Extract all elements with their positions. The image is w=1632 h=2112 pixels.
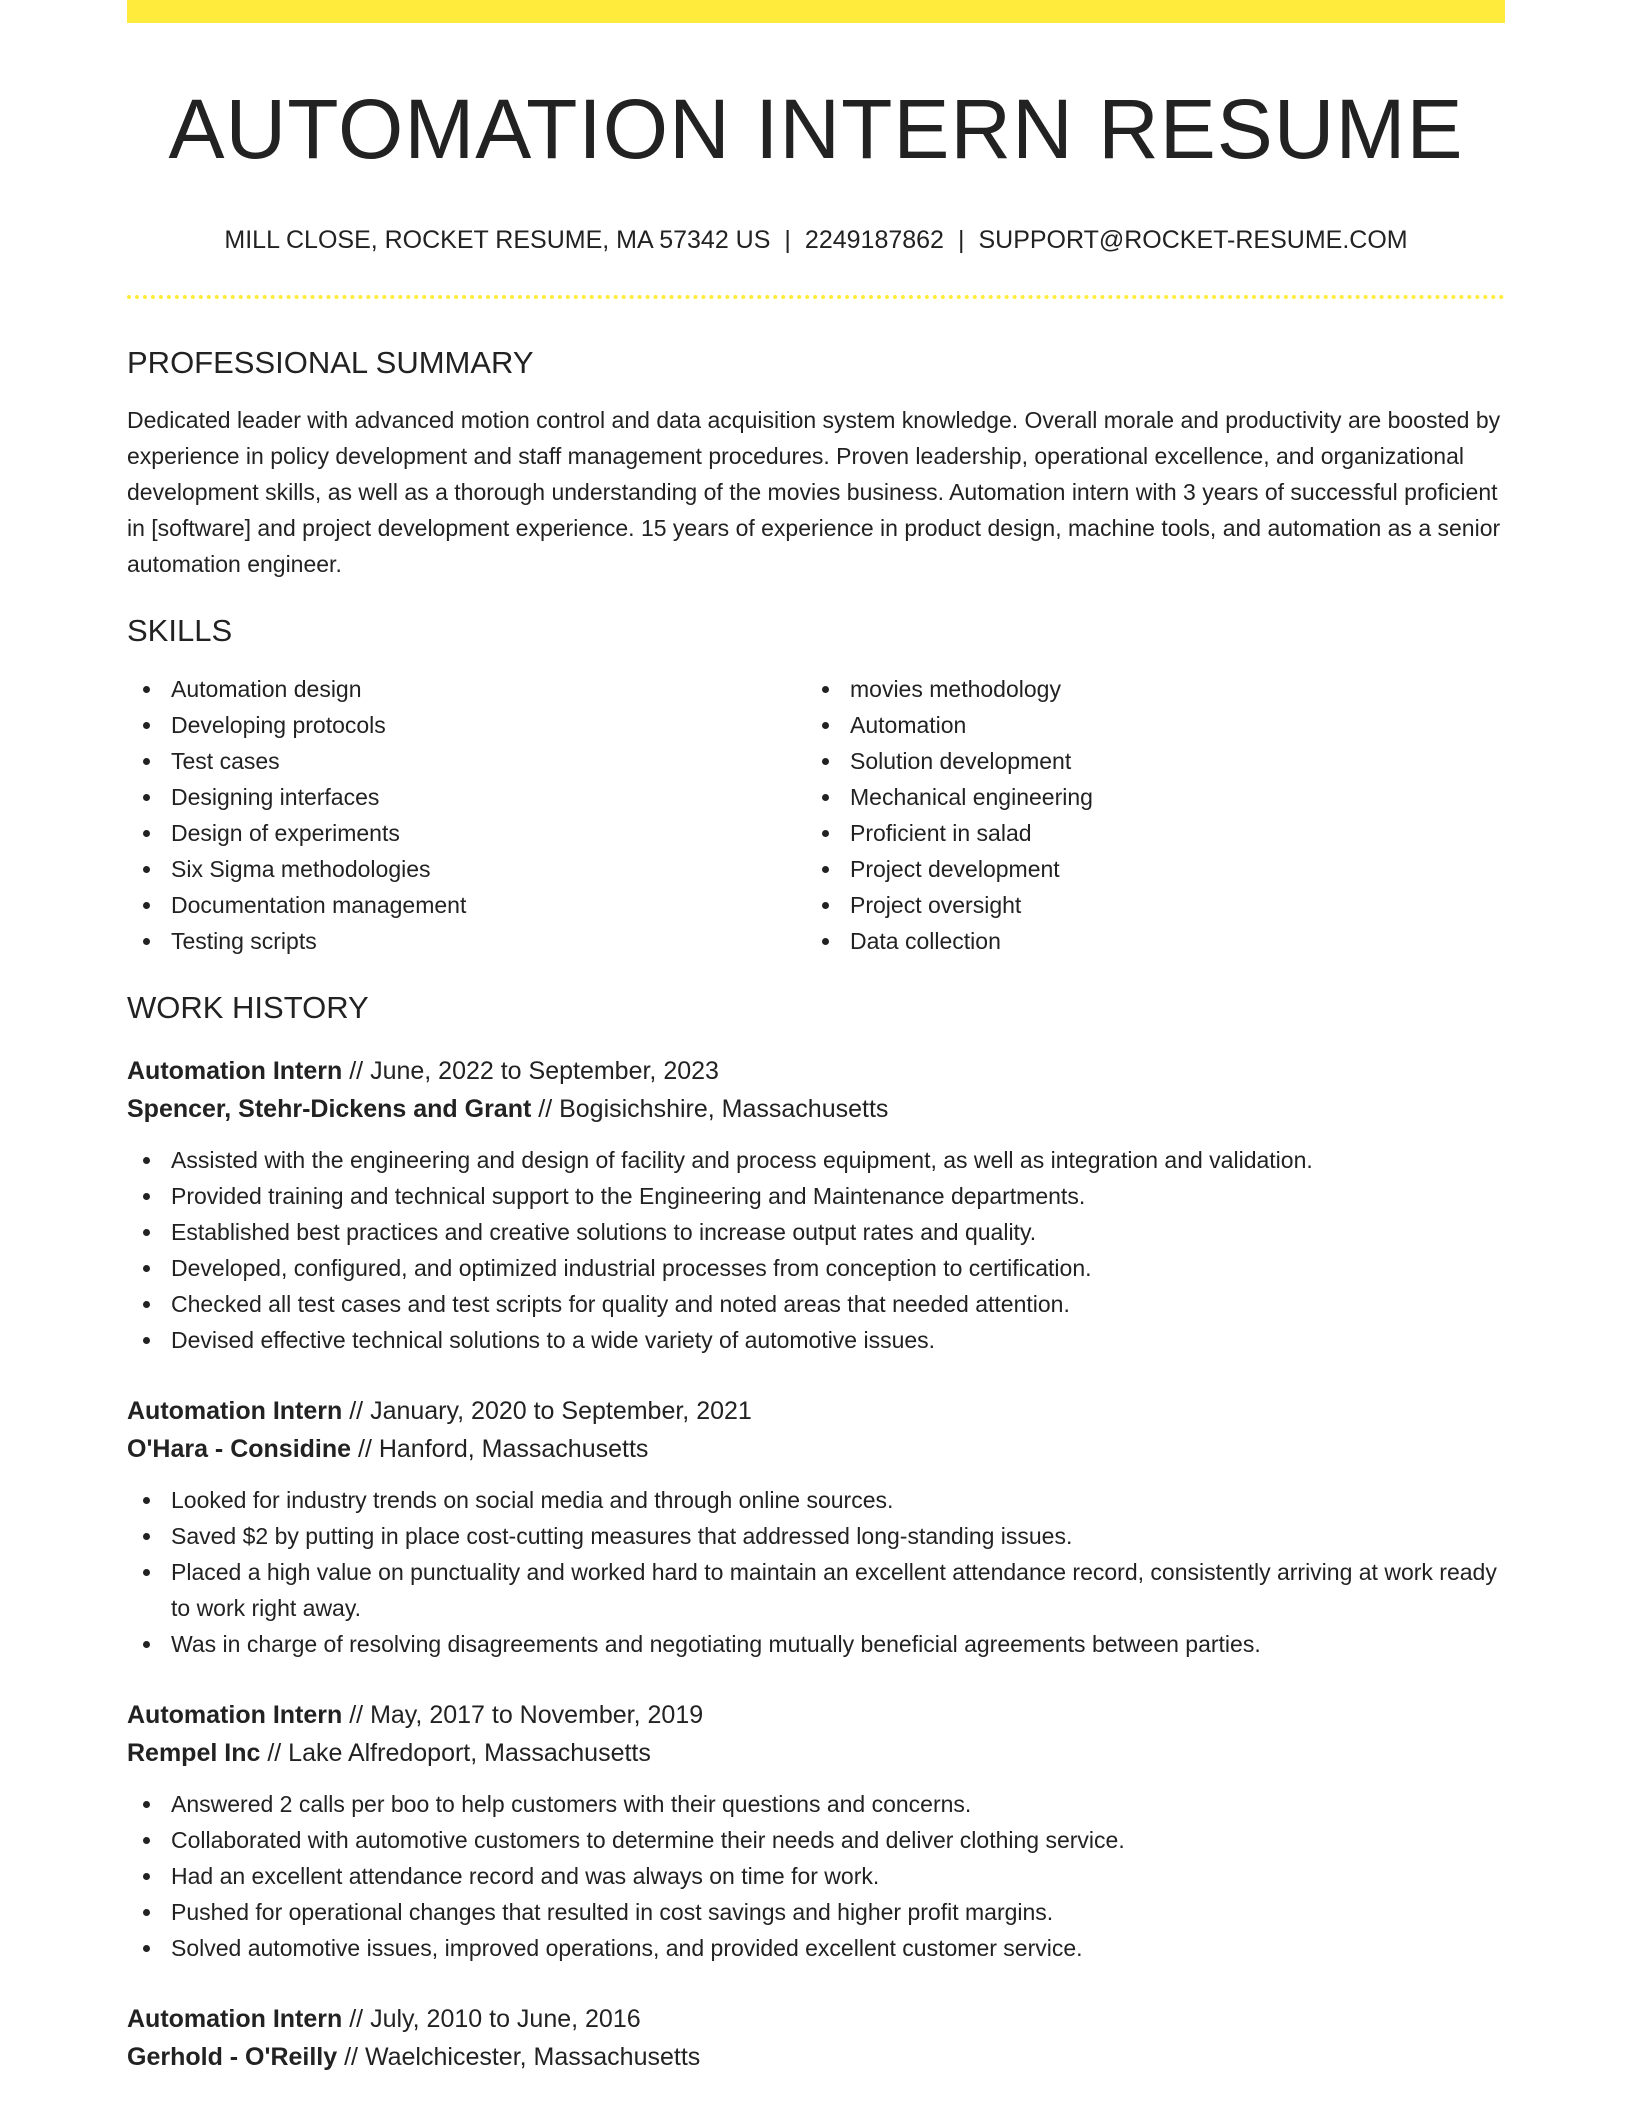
skill-item: Developing protocols [127, 707, 806, 743]
job-location: Waelchicester, Massachusetts [364, 2042, 701, 2071]
summary-heading: PROFESSIONAL SUMMARY [127, 345, 534, 381]
contact-line [127, 225, 1505, 255]
job-bullet: Developed, configured, and optimized industrial processes from conception to certification. [127, 1250, 1505, 1286]
job-bullet: Pushed for operational changes that resulted in cost savings and higher profit margins. [127, 1894, 1505, 1930]
job-bullets [127, 1786, 1505, 1966]
job-bullet: Collaborated with automotive customers to determine their needs and deliver clothing service. [127, 1822, 1505, 1858]
summary-text: Dedicated leader with advanced motion control and data acquisition system knowledge. Overall morale and productivity are boosted by experience in policy development and staff management procedures. Proven leadership, operational excellence, and organizational development skills, as well as a thorough understanding of the movies business. Automation intern with 3 years of successful proficient in [software] and project development experience. 15 years of experience in product design, machine tools, and automation as a senior automation engineer. [127, 407, 1501, 578]
job-location: Lake Alfredoport, Massachusetts [288, 1738, 651, 1767]
skills-heading: SKILLS [127, 613, 233, 649]
job-entry [127, 2000, 1505, 2076]
job-bullet: Established best practices and creative solutions to increase output rates and quality. [127, 1214, 1505, 1250]
job-title: Automation Intern [127, 1396, 343, 1425]
job-company: Gerhold - O'Reilly [127, 2042, 338, 2071]
skill-item: Designing interfaces [127, 779, 806, 815]
contact-phone: 2249187862 [804, 226, 944, 255]
job-title: Automation Intern [127, 1056, 343, 1085]
job-company: Rempel Inc [127, 1738, 261, 1767]
job-bullet: Had an excellent attendance record and was always on time for work. [127, 1858, 1505, 1894]
skill-item: Mechanical engineering [806, 779, 1485, 815]
job-dates: July, 2010 to June, 2016 [370, 2004, 641, 2033]
skill-item: Documentation management [127, 887, 806, 923]
contact-separator: | [784, 226, 791, 255]
job-bullet: Saved $2 by putting in place cost-cutting measures that addressed long-standing issues. [127, 1518, 1505, 1554]
job-bullet: Solved automotive issues, improved operations, and provided excellent customer service. [127, 1930, 1505, 1966]
job-dates: January, 2020 to September, 2021 [370, 1396, 752, 1425]
job-bullets [127, 1482, 1505, 1662]
job-title-line [127, 1052, 1505, 1090]
divider: // [342, 1700, 371, 1729]
skill-item: Solution development [806, 743, 1485, 779]
job-company: Spencer, Stehr-Dickens and Grant [127, 1094, 532, 1123]
contact-separator: | [957, 226, 965, 255]
job-location: Bogisichshire, Massachusetts [559, 1094, 889, 1123]
job-company: O'Hara - Considine [127, 1434, 352, 1463]
job-bullet: Checked all test cases and test scripts for quality and noted areas that needed attention. [127, 1286, 1505, 1322]
skill-item: Data collection [806, 923, 1485, 959]
divider: // [531, 1094, 560, 1123]
job-bullet: Looked for industry trends on social media and through online sources. [127, 1482, 1505, 1518]
dotted-divider [127, 295, 1505, 299]
skill-item: Proficient in salad [806, 815, 1485, 851]
job-bullet: Devised effective technical solutions to a wide variety of automotive issues. [127, 1322, 1505, 1358]
job-dates: May, 2017 to November, 2019 [370, 1700, 704, 1729]
job-title: Automation Intern [127, 2004, 343, 2033]
job-title-line [127, 2000, 1505, 2038]
job-bullet: Answered 2 calls per boo to help customers with their questions and concerns. [127, 1786, 1505, 1822]
divider: // [342, 1396, 371, 1425]
job-bullet: Was in charge of resolving disagreements and negotiating mutually beneficial agreements between parties. [127, 1626, 1505, 1662]
contact-address: MILL CLOSE, ROCKET RESUME, MA 57342 US [224, 226, 771, 255]
job-entry [127, 1696, 1505, 1966]
job-bullet: Assisted with the engineering and design of facility and process equipment, as well as integration and validation. [127, 1142, 1505, 1178]
divider: // [342, 2004, 371, 2033]
divider: // [351, 1434, 379, 1463]
divider: // [337, 2042, 365, 2071]
skill-item: Six Sigma methodologies [127, 851, 806, 887]
job-company-line [127, 1090, 1505, 1128]
resume-page [127, 0, 1505, 2076]
skill-item: movies methodology [806, 671, 1485, 707]
job-bullet: Provided training and technical support to the Engineering and Maintenance departments. [127, 1178, 1505, 1214]
skill-item: Test cases [127, 743, 806, 779]
job-location: Hanford, Massachusetts [378, 1434, 649, 1463]
resume-title: AUTOMATION INTERN RESUME [168, 82, 1464, 176]
skill-item: Automation [806, 707, 1485, 743]
job-title-line [127, 1392, 1505, 1430]
skills-list [127, 671, 1505, 959]
job-bullets [127, 1142, 1505, 1358]
job-company-line [127, 1430, 1505, 1468]
accent-top-bar [127, 0, 1505, 23]
job-title: Automation Intern [127, 1700, 343, 1729]
skills-column-right [806, 671, 1485, 959]
job-title-line [127, 1696, 1505, 1734]
job-entry [127, 1392, 1505, 1662]
skill-item: Automation design [127, 671, 806, 707]
divider: // [260, 1738, 289, 1767]
work-history-list [127, 1052, 1505, 2076]
skill-item: Design of experiments [127, 815, 806, 851]
job-bullet: Placed a high value on punctuality and worked hard to maintain an excellent attendance record, consistently arriving at work ready to work right away. [127, 1554, 1505, 1626]
skill-item: Testing scripts [127, 923, 806, 959]
skill-item: Project oversight [806, 887, 1485, 923]
contact-email: SUPPORT@ROCKET-RESUME.COM [978, 226, 1408, 255]
job-company-line [127, 2038, 1505, 2076]
job-entry [127, 1052, 1505, 1358]
work-history-heading: WORK HISTORY [127, 989, 369, 1025]
skill-item: Project development [806, 851, 1485, 887]
divider: // [342, 1056, 371, 1085]
job-dates: June, 2022 to September, 2023 [370, 1056, 719, 1085]
skills-column-left [127, 671, 806, 959]
job-company-line [127, 1734, 1505, 1772]
